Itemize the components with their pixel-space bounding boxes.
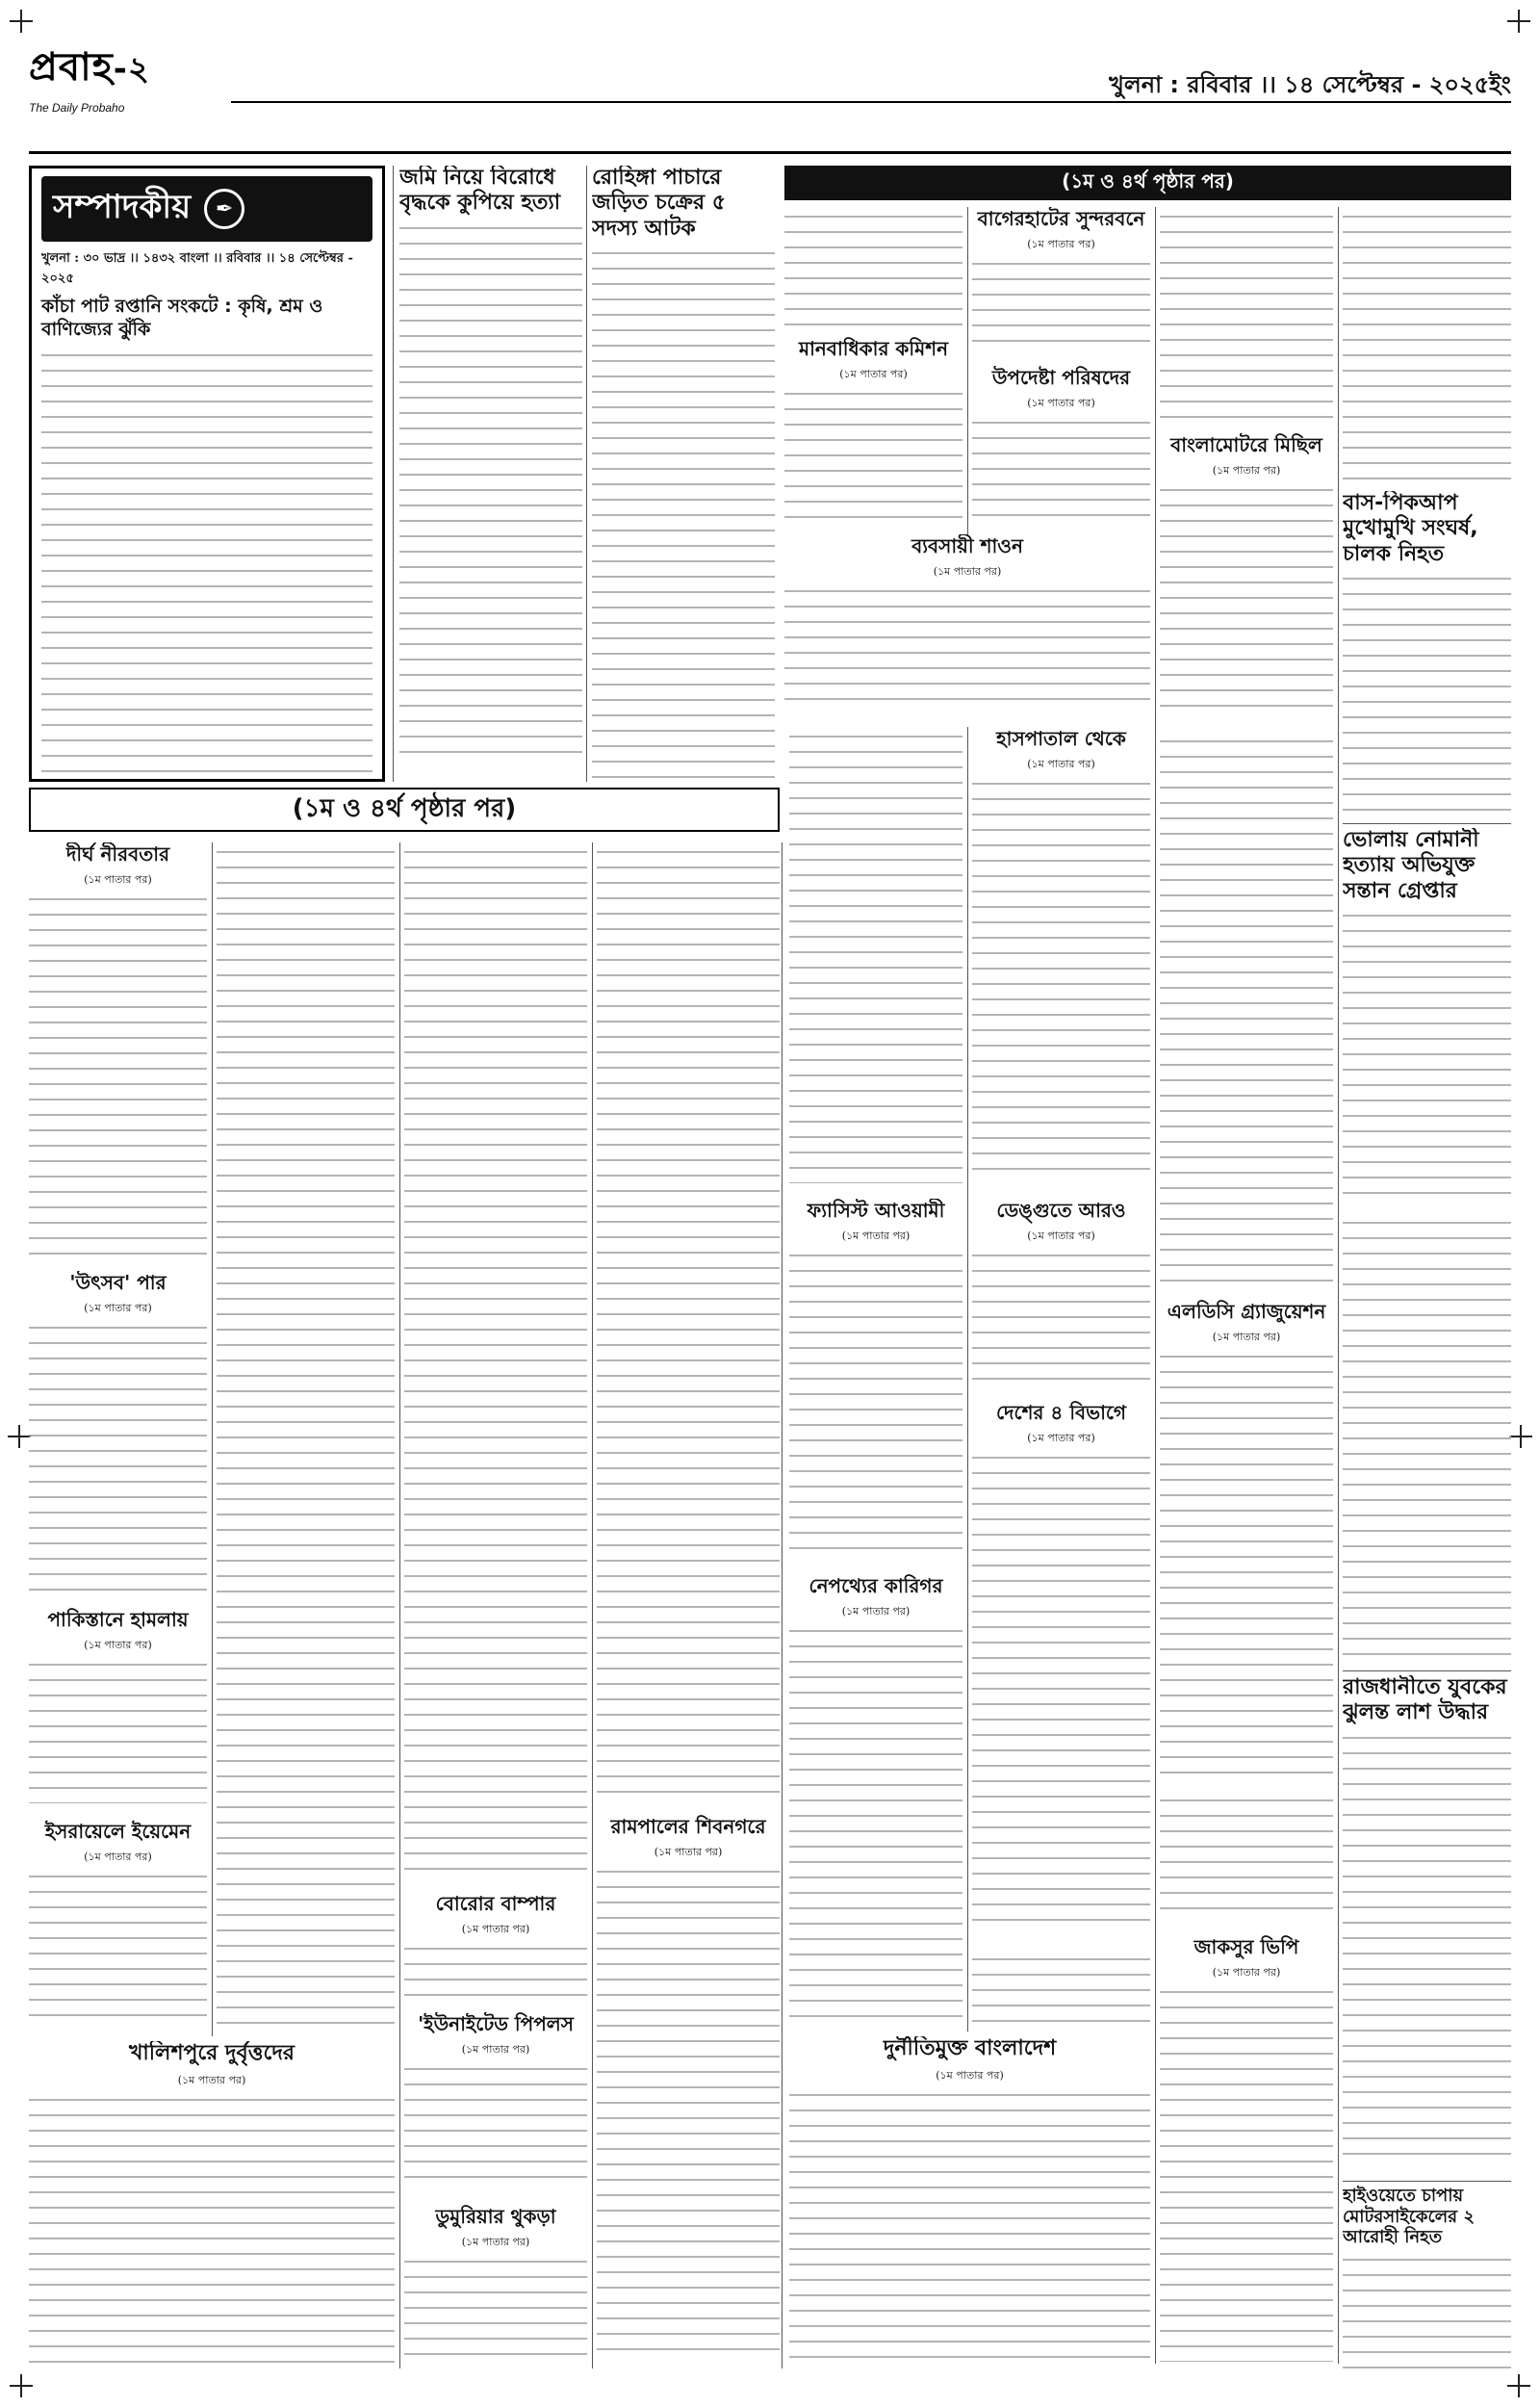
story-behind-scenes	[789, 1574, 962, 2027]
story-body	[404, 846, 587, 1876]
story-hospital	[972, 727, 1150, 1189]
story-body	[1160, 1795, 1333, 1920]
story-body	[1343, 910, 1511, 1204]
story-headline: জাকসুর ভিপি	[1194, 1935, 1299, 1958]
story-headline: মানবাধিকার কমিশন	[798, 337, 949, 360]
story-body	[1160, 736, 1333, 1284]
story-body	[784, 388, 962, 523]
jump-label: (১ম পাতার পর)	[841, 1605, 911, 1618]
story-bangla-motor	[1160, 433, 1333, 722]
column-rule	[592, 842, 593, 2368]
editorial-date: খুলনা : ৩০ ভাদ্র ।। ১৪৩২ বাংলা ।। রবিবার ।। ১৪ সেপ্টেম্বর - ২০২৫	[41, 251, 353, 286]
column-rule	[586, 166, 587, 782]
jump-label: (১ম পাতার পর)	[177, 2074, 246, 2087]
story-headline: খালিশপুরে দুর্বৃত্তদের	[128, 2041, 295, 2065]
column-rule	[1155, 207, 1156, 2364]
story-body	[29, 893, 207, 1259]
story-body	[1343, 1732, 1511, 2156]
story-human-rights	[784, 337, 962, 530]
jump-label: (১ম পাতার পর)	[841, 1229, 911, 1242]
story-divisions	[972, 1401, 1150, 1940]
story-col2-lower	[217, 842, 395, 2036]
story-headline: জমি নিয়ে বিরোধে বৃদ্ধকে কুপিয়ে হত্যা	[399, 166, 561, 216]
jump-label: (১ম পাতার পর)	[1027, 238, 1095, 250]
editorial-headline: কাঁচা পাট রপ্তানি সংকটে : কৃষি, শ্রম ও বাণিজ্যের ঝুঁকি	[41, 296, 323, 340]
story-body	[789, 731, 962, 1183]
story-col4-lower	[597, 842, 780, 1805]
story-col6-filler	[972, 1950, 1150, 2032]
story-right-top-1	[784, 207, 962, 332]
story-bhola	[1343, 828, 1511, 1204]
story-col8-mid	[1343, 1213, 1511, 1666]
column-rule	[1338, 207, 1339, 2364]
story-headline: নেপথ্যের কারিগর	[808, 1574, 943, 1597]
story-headline: 'উৎসব' পার	[69, 1271, 167, 1294]
column-rule	[393, 166, 394, 782]
story-body	[217, 846, 395, 2031]
story-headline: দীর্ঘ নীরবতার	[65, 842, 170, 866]
pen-nib-icon: ✒	[204, 189, 244, 229]
story-body	[597, 846, 780, 1799]
story-land-dispute	[399, 166, 582, 782]
story-body	[789, 1625, 962, 2020]
story-headline: 'ইউনাইটেড পিপলস	[418, 2012, 574, 2035]
story-body	[29, 2094, 395, 2364]
story-boro	[404, 1892, 587, 2007]
jump-label: (১ম পাতার পর)	[1027, 758, 1095, 770]
editorial-body	[41, 349, 372, 773]
story-col3-lower	[404, 842, 587, 1882]
jump-label: (১ম পাতার পর)	[1212, 1966, 1281, 1979]
story-body	[29, 1871, 207, 2025]
story-separator	[1343, 2181, 1511, 2182]
story-headline: বাস-পিকআপ মুখোমুখি সংঘর্ষ, চালক নিহত	[1343, 491, 1478, 566]
jump-label: (১ম পাতার পর)	[461, 1923, 530, 1935]
story-rajdhani	[1343, 1675, 1511, 2176]
story-separator	[1343, 1670, 1511, 1671]
jump-label: (১ম পাতার পর)	[84, 1302, 152, 1314]
story-headline: ইসরায়েলে ইয়েমেন	[44, 1820, 192, 1843]
story-advisory	[972, 366, 1150, 530]
story-headline: রামপালের শিবনগরে	[610, 1815, 766, 1838]
story-body	[404, 2256, 587, 2362]
story-headline: ব্যবসায়ী শাওন	[911, 534, 1023, 557]
story-dumuria	[404, 2205, 587, 2368]
story-col7-mid	[1160, 732, 1333, 1290]
story-body	[972, 1250, 1150, 1385]
story-headline: দেশের ৪ বিভাগে	[995, 1401, 1127, 1424]
story-col5-mid	[789, 727, 962, 1189]
story-body	[1343, 573, 1511, 818]
story-body	[972, 778, 1150, 1182]
story-body	[972, 417, 1150, 523]
story-ldc	[1160, 1300, 1333, 1781]
story-body	[1343, 211, 1511, 480]
story-headline: বাংলামোটরে মিছিল	[1170, 433, 1322, 456]
story-dengue	[972, 1199, 1150, 1391]
story-jakasu	[1160, 1935, 1333, 2368]
jump-label: (১ম পাতার পর)	[933, 565, 1002, 578]
story-israel	[29, 1820, 207, 2032]
story-body	[972, 1954, 1150, 2031]
story-body	[1343, 1217, 1511, 1660]
story-headline: পাকিস্তানে হামলায়	[47, 1608, 189, 1631]
story-body	[1160, 1351, 1333, 1774]
story-businessman	[784, 534, 1150, 717]
story-right-col4-top	[1343, 207, 1511, 486]
jump-label: (১ম পাতার পর)	[936, 2069, 1004, 2083]
story-headline: বোরোর বাম্পার	[435, 1892, 556, 1915]
newspaper-page	[29, 29, 1511, 2378]
story-body	[784, 585, 1150, 711]
story-headline: হাইওয়েতে চাপায় মোটরসাইকেলের ২ আরোহী নিহত	[1343, 2186, 1476, 2248]
story-body	[789, 1250, 962, 1558]
story-headline: ডেঙ্গুতে আরও	[996, 1199, 1126, 1222]
story-headline: ফ্যাসিস্ট আওয়ামী	[807, 1199, 945, 1222]
story-ramapal	[597, 1815, 780, 2368]
story-body	[1160, 1986, 1333, 2362]
jump-label: (১ম পাতার পর)	[461, 2043, 530, 2056]
story-headline: এলডিসি গ্র্যাজুয়েশন	[1167, 1300, 1326, 1323]
jump-label: (১ম পাতার পর)	[1027, 1432, 1095, 1444]
column-rule	[967, 727, 968, 2032]
story-fascist	[789, 1199, 962, 1565]
story-headline: ডুমুরিয়ার থুকড়া	[435, 2205, 556, 2228]
story-khalishpur	[29, 2041, 395, 2368]
story-body	[972, 1452, 1150, 1933]
dateline: খুলনা : রবিবার ।। ১৪ সেপ্টেম্বর - ২০২৫ইং	[1109, 71, 1511, 98]
story-bus-pickup	[1343, 491, 1511, 818]
page-number: -২	[113, 50, 150, 89]
story-pakistan	[29, 1608, 207, 1810]
continuation-banner-right: (১ম ও ৪র্থ পৃষ্ঠার পর)	[784, 166, 1511, 200]
editorial-box	[29, 166, 385, 782]
story-body	[404, 2063, 587, 2188]
jump-label: (১ম পাতার পর)	[1027, 1229, 1095, 1242]
story-body	[1160, 211, 1333, 423]
column-rule	[212, 842, 213, 2036]
jump-label: (১ম পাতার পর)	[461, 2236, 530, 2248]
story-headline: বাগেরহাটের সুন্দরবনে	[977, 207, 1145, 230]
story-separator	[1343, 823, 1511, 824]
story-headline: রোহিঙ্গা পাচারে জড়িত চক্রের ৫ সদস্য আটক	[592, 166, 726, 241]
story-right-col3-top	[1160, 207, 1333, 428]
jump-label: (১ম পাতার পর)	[839, 368, 908, 380]
continuation-banner: (১ম ও ৪র্থ পৃষ্ঠার পর)	[29, 788, 780, 832]
story-utsab	[29, 1271, 207, 1598]
column-rule	[399, 842, 400, 2368]
story-body	[592, 247, 775, 782]
story-highway	[1343, 2186, 1511, 2368]
masthead	[29, 29, 1511, 154]
story-united-peoples	[404, 2012, 587, 2195]
story-bagerhat	[972, 207, 1150, 361]
story-body	[29, 1322, 207, 1592]
jump-label: (১ম পাতার পর)	[654, 1846, 723, 1858]
registration-mark	[8, 1425, 31, 1448]
story-headline: রাজধানীতে যুবকের ঝুলন্ত লাশ উদ্ধার	[1343, 1675, 1507, 1725]
logo-subtitle: The Daily Probaho	[29, 101, 125, 115]
jump-label: (১ম পাতার পর)	[1027, 397, 1095, 409]
story-body	[1160, 484, 1333, 715]
newspaper-logo: প্রবাহ-২ The Daily Probaho	[29, 37, 221, 142]
story-body	[1343, 2254, 1511, 2368]
column-rule	[967, 207, 968, 534]
jump-label: (১ম পাতার পর)	[1212, 464, 1281, 477]
editorial-header: সম্পাদকীয় ✒	[41, 176, 372, 242]
jump-label: (১ম পাতার পর)	[84, 873, 152, 886]
story-col7-lower	[1160, 1791, 1333, 1926]
story-headline: দুর্নীতিমুক্ত বাংলাদেশ	[883, 2036, 1057, 2060]
story-body	[972, 258, 1150, 354]
jump-label: (১ম পাতার পর)	[84, 1639, 152, 1651]
story-headline: উপদেষ্টা পরিষদের	[991, 366, 1131, 389]
story-rohingya	[592, 166, 775, 782]
story-body	[597, 1866, 780, 2362]
story-body	[789, 2089, 1150, 2364]
story-headline: হাসপাতাল থেকে	[996, 727, 1126, 750]
registration-mark	[1509, 1425, 1532, 1448]
jump-label: (১ম পাতার পর)	[1212, 1331, 1281, 1343]
jump-label: (১ম পাতার পর)	[84, 1851, 152, 1863]
story-headline: ভোলায় নোমানী হত্যায় অভিযুক্ত সন্তান গ্রেপ্তার	[1343, 828, 1479, 903]
story-body	[29, 1659, 207, 1803]
column-rule	[782, 842, 783, 2368]
story-long-silence	[29, 842, 207, 1266]
story-body	[399, 222, 582, 762]
story-corruption-free	[789, 2036, 1150, 2368]
story-body	[404, 1943, 587, 2001]
story-body	[784, 211, 962, 326]
